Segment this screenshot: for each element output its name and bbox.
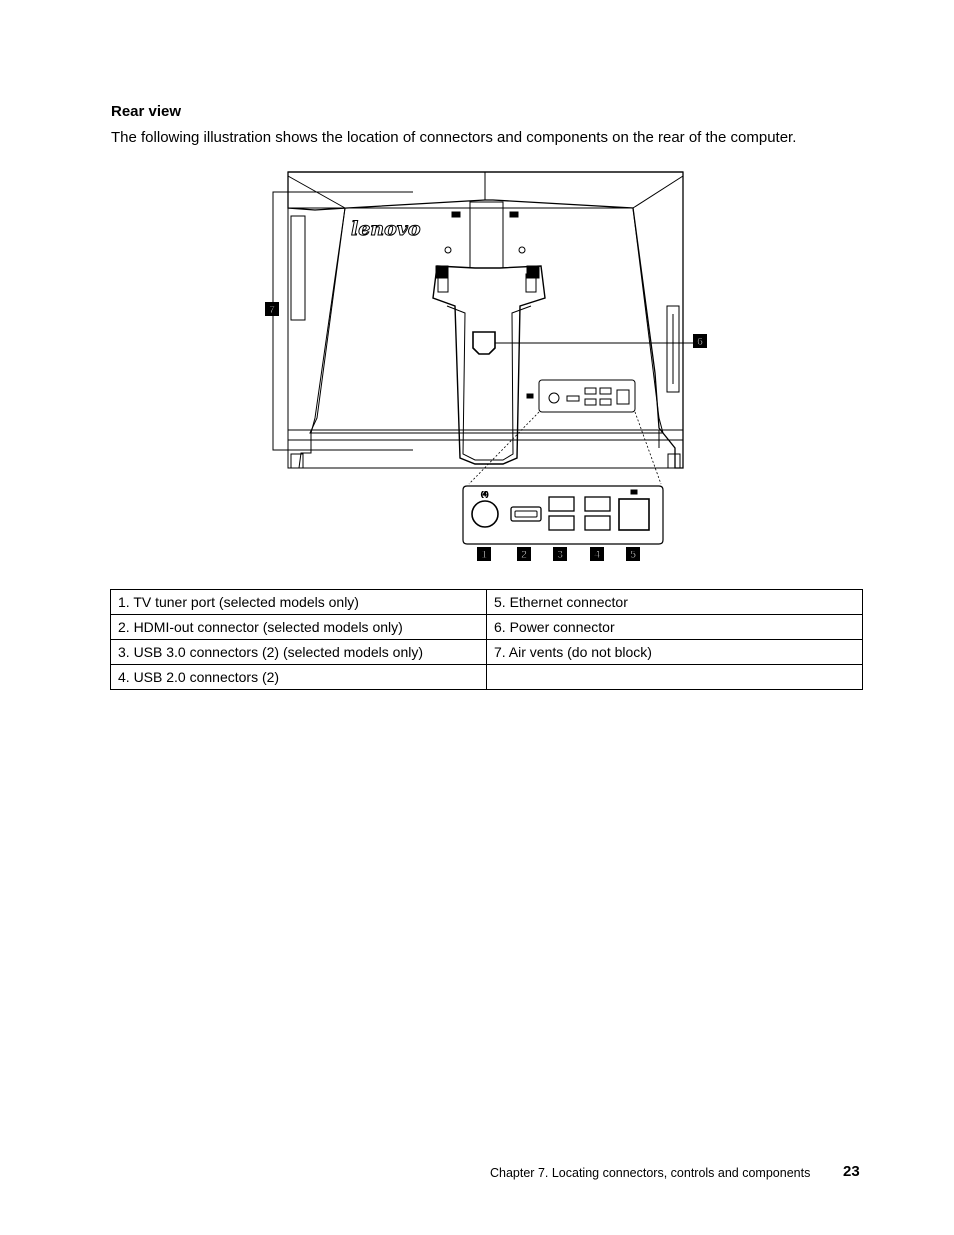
tv-tuner-port-icon (472, 501, 498, 527)
svg-text:3: 3 (556, 549, 564, 561)
table-cell: 6. Power connector (487, 615, 863, 640)
callout-3 (553, 547, 567, 561)
connector-legend-table (110, 589, 863, 690)
callout-2 (517, 547, 531, 561)
svg-text:5: 5 (629, 549, 637, 561)
chapter-footer: Chapter 7. Locating connectors, controls and components (490, 1166, 811, 1180)
svg-text:7: 7 (268, 304, 276, 316)
callout-4 (590, 547, 604, 561)
table-row (111, 615, 863, 640)
ethernet-port-icon (619, 499, 649, 530)
table-row (111, 640, 863, 665)
svg-text:4: 4 (593, 549, 601, 561)
table-cell: 1. TV tuner port (selected models only) (111, 590, 487, 615)
page-number: 23 (843, 1163, 860, 1180)
table-row (111, 590, 863, 615)
section-heading: Rear view (111, 103, 182, 120)
table-cell (487, 665, 863, 690)
lenovo-logo: lenovo (351, 218, 421, 240)
usb30-port-icon (549, 497, 574, 511)
svg-text:6: 6 (696, 336, 704, 348)
svg-text:1: 1 (480, 549, 488, 561)
table-cell: 7. Air vents (do not block) (487, 640, 863, 665)
svg-text:2: 2 (520, 549, 528, 561)
table-cell: 5. Ethernet connector (487, 590, 863, 615)
tv-tuner-label: (4) (481, 492, 489, 498)
table-cell: 4. USB 2.0 connectors (2) (111, 665, 487, 690)
callout-7 (265, 302, 279, 316)
callout-5 (626, 547, 640, 561)
usb20-port-icon (585, 497, 610, 511)
callout-1 (477, 547, 491, 561)
table-cell: 3. USB 3.0 connectors (2) (selected models only) (111, 640, 487, 665)
callout-6 (693, 334, 707, 348)
rear-view-illustration (255, 168, 715, 566)
table-row (111, 665, 863, 690)
section-intro: The following illustration shows the location of connectors and components on the rear of the computer. (111, 129, 797, 146)
table-cell: 2. HDMI-out connector (selected models only) (111, 615, 487, 640)
